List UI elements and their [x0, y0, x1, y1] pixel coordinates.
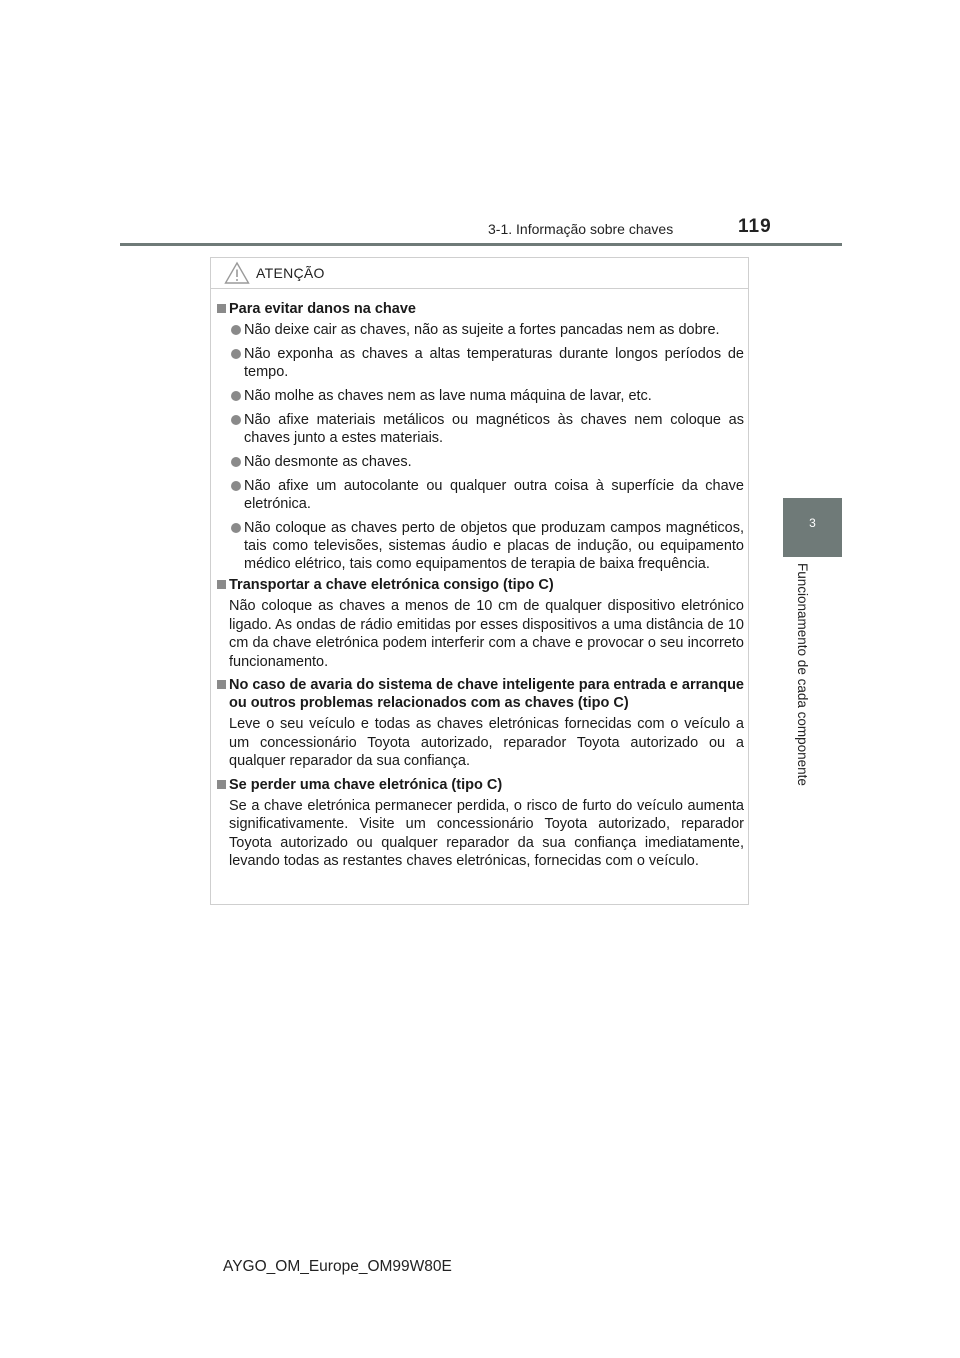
round-bullet-icon	[231, 349, 241, 359]
round-bullet-icon	[231, 415, 241, 425]
warning-body	[217, 300, 744, 876]
section-text: Se a chave eletrónica permanecer perdida, o risco de furto do veículo aumenta significativamente. Visite um concessionário Toyota autorizado, reparador Toyota autorizado ou qualquer reparador da sua confiança imediatamente, levando todas as restantes chaves eletrónicas, fornecidas com o veículo.	[229, 797, 744, 869]
list-item: Não deixe cair as chaves, não as sujeite a fortes pancadas nem as dobre.	[217, 321, 744, 339]
round-bullet-icon	[231, 523, 241, 533]
square-bullet-icon	[217, 304, 226, 313]
square-bullet-icon	[217, 580, 226, 589]
section-text: Não coloque as chaves a menos de 10 cm de qualquer dispositivo eletrónico ligado. As ondas de rádio emitidas por esses dispositivos a uma distância de 10 cm da chave eletrónica podem interferir com a chave e provocar o seu incorreto funcionamento.	[229, 598, 744, 670]
square-bullet-icon	[217, 680, 226, 689]
header-divider	[120, 243, 842, 246]
page-number: 119	[738, 216, 772, 237]
section-title: Se perder uma chave eletrónica (tipo C)	[217, 776, 744, 794]
warning-box	[210, 257, 749, 905]
section-title: Transportar a chave eletrónica consigo (tipo C)	[217, 576, 744, 594]
square-bullet-icon	[217, 780, 226, 789]
list-item: Não afixe um autocolante ou qualquer outra coisa à superfície da chave eletrónica.	[217, 477, 744, 513]
round-bullet-icon	[231, 325, 241, 335]
list-item: Não molhe as chaves nem as lave numa máquina de lavar, etc.	[217, 387, 744, 405]
list-item: Não coloque as chaves perto de objetos que produzam campos magnéticos, tais como televisões, sistemas áudio e placas de indução, ou equipamento médico elétrico, tais como equipamentos de terapia de baixa frequência.	[217, 519, 744, 573]
warning-header	[211, 258, 748, 289]
document-code: AYGO_OM_Europe_OM99W80E	[223, 1258, 452, 1275]
section-text: Leve o seu veículo e todas as chaves eletrónicas fornecidas com o veículo a um concessionário Toyota autorizado, reparador Toyota autorizado ou a qualquer reparador da sua confiança.	[229, 716, 744, 769]
warning-triangle-icon	[224, 261, 250, 285]
section-title: No caso de avaria do sistema de chave inteligente para entrada e arranque ou outros problemas relacionados com as chaves (tipo C)	[217, 676, 744, 712]
chapter-tab[interactable]	[783, 498, 842, 557]
round-bullet-icon	[231, 457, 241, 467]
chapter-title-vertical	[792, 563, 812, 808]
section-title: Para evitar danos na chave	[217, 300, 744, 318]
warning-title: ATENÇÃO	[256, 265, 325, 281]
chapter-title-text: Funcionamento de cada componente	[795, 563, 810, 786]
list-item: Não afixe materiais metálicos ou magnéticos às chaves nem coloque as chaves junto a estes materiais.	[217, 411, 744, 447]
chapter-number: 3	[809, 516, 816, 530]
list-item: Não exponha as chaves a altas temperaturas durante longos períodos de tempo.	[217, 345, 744, 381]
round-bullet-icon	[231, 391, 241, 401]
round-bullet-icon	[231, 481, 241, 491]
section-heading: 3-1. Informação sobre chaves	[488, 221, 674, 237]
list-item: Não desmonte as chaves.	[217, 453, 744, 471]
